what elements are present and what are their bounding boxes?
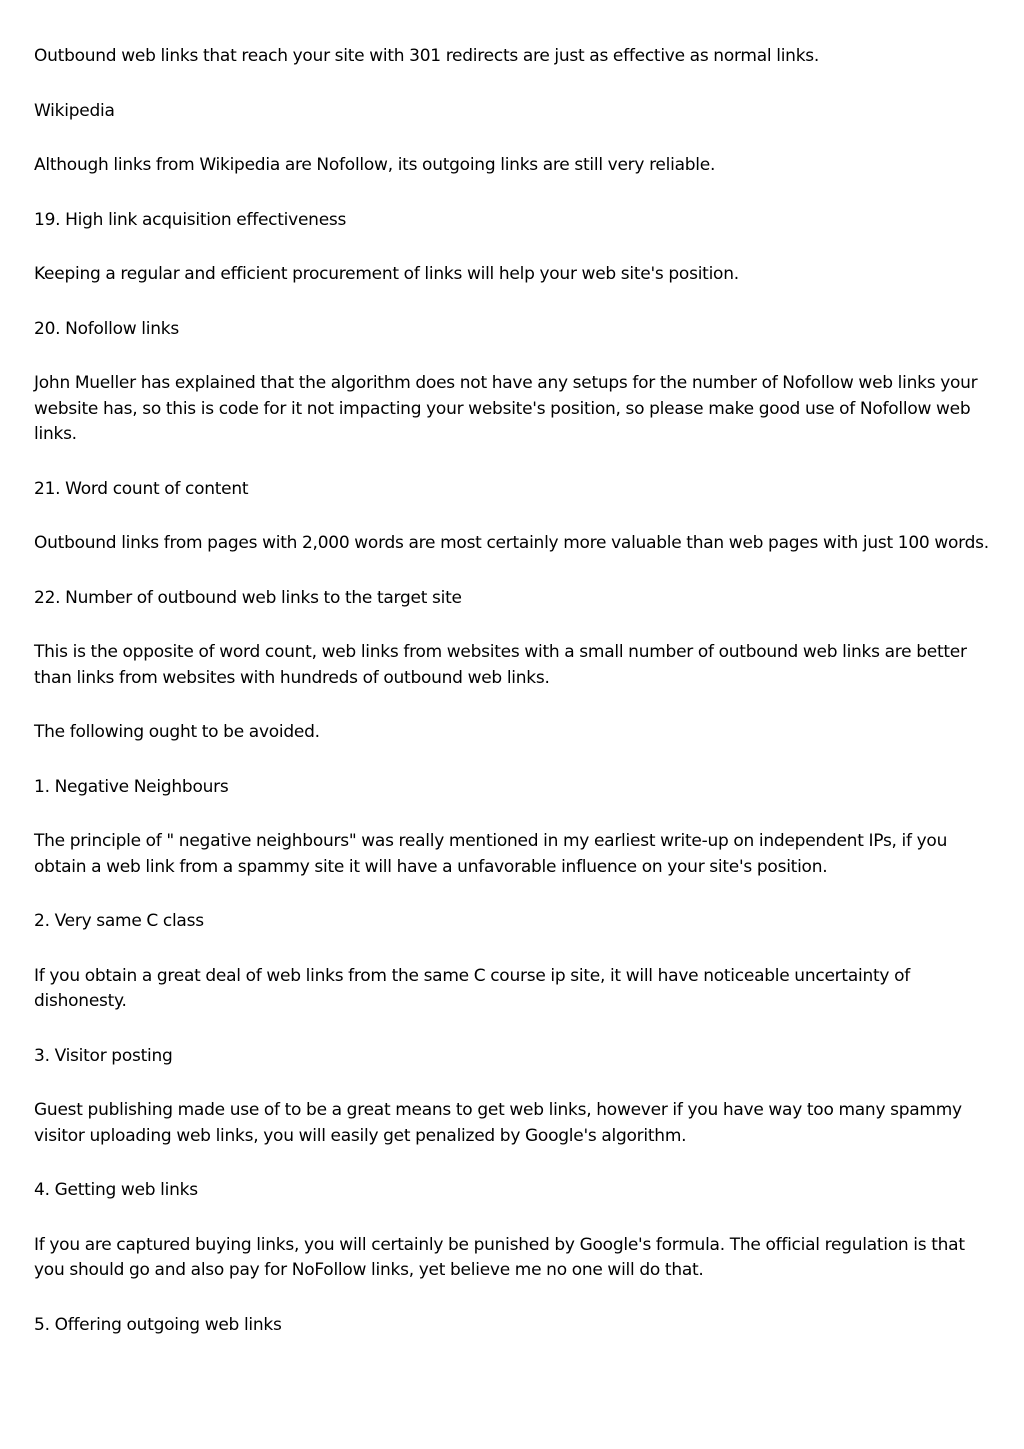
section-heading: 1. Negative Neighbours <box>34 776 229 797</box>
section-heading: 22. Number of outbound web links to the target site <box>34 587 462 608</box>
body-paragraph: This is the opposite of word count, web links from websites with a small number of outbound web links are better than links from websites with hundreds of outbound web links. <box>34 642 967 688</box>
section-heading: 2. Very same C class <box>34 911 204 931</box>
section-heading: 19. High link acquisition effectiveness <box>34 209 347 230</box>
body-paragraph: Guest publishing made use of to be a great means to get web links, however if you have way too many spammy visitor uploading web links, you will easily get penalized by Google's algorithm. <box>34 1100 962 1146</box>
section-heading: Wikipedia <box>34 100 115 121</box>
body-paragraph: Outbound web links that reach your site with 301 redirects are just as effective as normal links. <box>34 46 820 66</box>
body-paragraph: If you are captured buying links, you will certainly be punished by Google's formula. The official regulation is that you should go and also pay for NoFollow links, yet believe me no one will do that. <box>34 1234 965 1280</box>
section-heading: 3. Visitor posting <box>34 1045 173 1066</box>
body-paragraph: If you obtain a great deal of web links from the same C course ip site, it will have noticeable uncertainty of dishonesty. <box>34 965 910 1011</box>
section-heading: 5. Offering outgoing web links <box>34 1314 282 1335</box>
body-paragraph: The principle of " negative neighbours" was really mentioned in my earliest write-up on independent IPs, if you obtain a web link from a spammy site it will have a unfavorable influence on your site's position. <box>34 831 948 877</box>
body-paragraph: Although links from Wikipedia are Nofollow, its outgoing links are still very reliable. <box>34 155 716 175</box>
body-paragraph: Keeping a regular and efficient procurement of links will help your web site's position. <box>34 264 739 284</box>
document-page <box>34 44 994 1367</box>
section-heading: 4. Getting web links <box>34 1180 198 1200</box>
body-paragraph: John Mueller has explained that the algorithm does not have any setups for the number of Nofollow web links your website has, so this is code for it not impacting your website's position, so please make good use of Nofollow web links. <box>34 373 978 444</box>
intro-line: The following ought to be avoided. <box>34 722 320 742</box>
body-paragraph: Outbound links from pages with 2,000 words are most certainly more valuable than web pages with just 100 words. <box>34 533 989 553</box>
section-heading: 20. Nofollow links <box>34 318 179 339</box>
section-heading: 21. Word count of content <box>34 478 249 499</box>
